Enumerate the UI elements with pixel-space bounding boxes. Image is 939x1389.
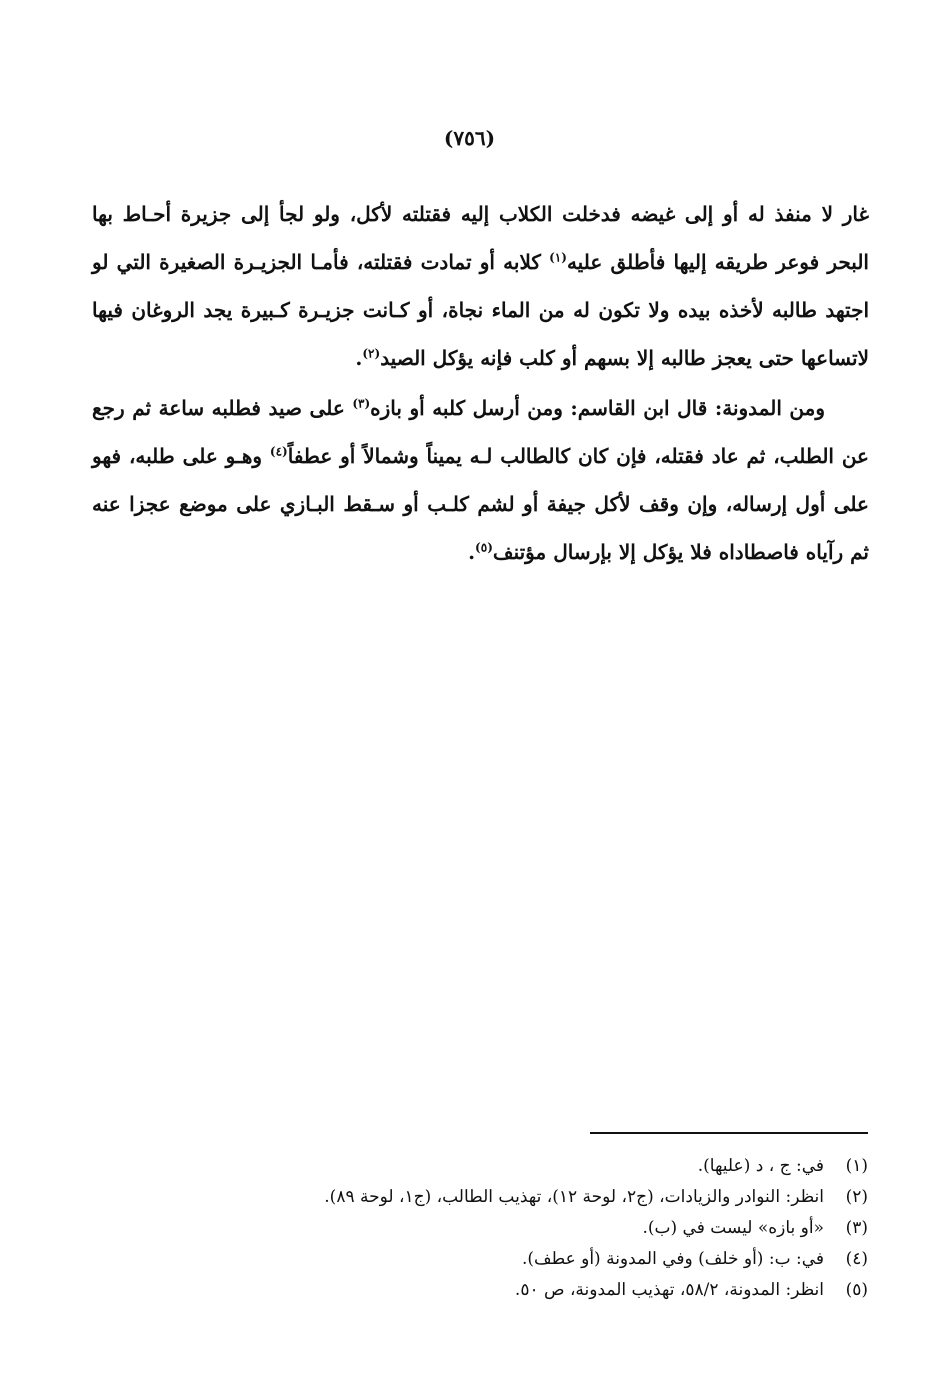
footnote-item [120, 1151, 868, 1182]
footnote-text: في: ب: (أو خلف) وفي المدونة (أو عطف). [521, 1249, 824, 1269]
footnote-number: (٤) [845, 1249, 868, 1269]
footnote-item [120, 1182, 868, 1213]
footnote-text: انظر: النوادر والزيادات، (ج٢، لوحة ١٢)، تهذيب الطالب، (ج١، لوحة ٨٩). [324, 1187, 824, 1207]
footnote-number: (١) [845, 1156, 868, 1176]
main-text [92, 190, 869, 576]
footnote-separator [590, 1132, 868, 1134]
footnote-text: «أو بازه» ليست في (ب). [642, 1218, 824, 1238]
footnote-ref-4: (٤) [269, 444, 288, 459]
paragraph-1-text-a: غار لا منفذ له أو إلى غيضه فدخلت الكلاب إليه فقتلته لأكل، ولو لجأ إلى جزيرة أحـاط بها البحر فوعر طريقه إليها فأطلق عليه [92, 202, 869, 274]
paragraph-2-text-a: ومن المدونة: قال ابن القاسم: ومن أرسل كلبه أو بازه [370, 396, 825, 420]
footnote-item [120, 1213, 868, 1244]
footnote-item [120, 1244, 868, 1275]
footnote-number: (٣) [845, 1218, 868, 1238]
paragraph-1-end: . [355, 346, 363, 370]
paragraph-1-text-b: كلابه أو تمادت فقتلته، فأمـا الجزيـرة الصغيرة التي لو اجتهد طالبه لأخذه بيده ولا تكون له من الماء نجاة، أو كـانت جزيـرة كـبيرة يجد الروغان فيها لاتساعها حتى يعجز طالبه إلا بسهم أو كلب فإنه يؤكل الصيد [92, 250, 869, 370]
page-number: (٧٥٦) [443, 126, 496, 150]
footnote-text: في: ج ، د (عليها). [697, 1156, 824, 1176]
paragraph-2-text-c: وهـو على طلبه، فهو على أول إرساله، وإن وقف لأكل جيفة أو لشم كلـب أو سـقط البـازي على موضع عجزا عنه ثم رآياه فاصطاداه فلا يؤكل إلا بإرسال مؤتنف [92, 444, 869, 564]
paragraph-2 [92, 384, 869, 576]
footnote-number: (٢) [845, 1187, 868, 1207]
footnote-item [120, 1275, 868, 1306]
footnote-ref-2: (٢) [362, 346, 381, 361]
footnote-text: انظر: المدونة، ٥٨/٢، تهذيب المدونة، ص ٥٠. [514, 1280, 824, 1300]
footnote-ref-1: (١) [549, 250, 567, 265]
footnotes [120, 1151, 868, 1306]
paragraph-2-end: . [468, 540, 476, 564]
paragraph-1 [92, 190, 869, 382]
paragraph-2-text-b: على صيد فطلبه ساعة ثم رجع عن الطلب، ثم عاد فقتله، فإن كان كالطالب لـه يميناً وشمالاً أو عطفاً [92, 396, 869, 468]
footnote-ref-5: (٥) [475, 540, 493, 555]
footnote-number: (٥) [845, 1280, 868, 1300]
footnote-ref-3: (٣) [352, 396, 371, 411]
